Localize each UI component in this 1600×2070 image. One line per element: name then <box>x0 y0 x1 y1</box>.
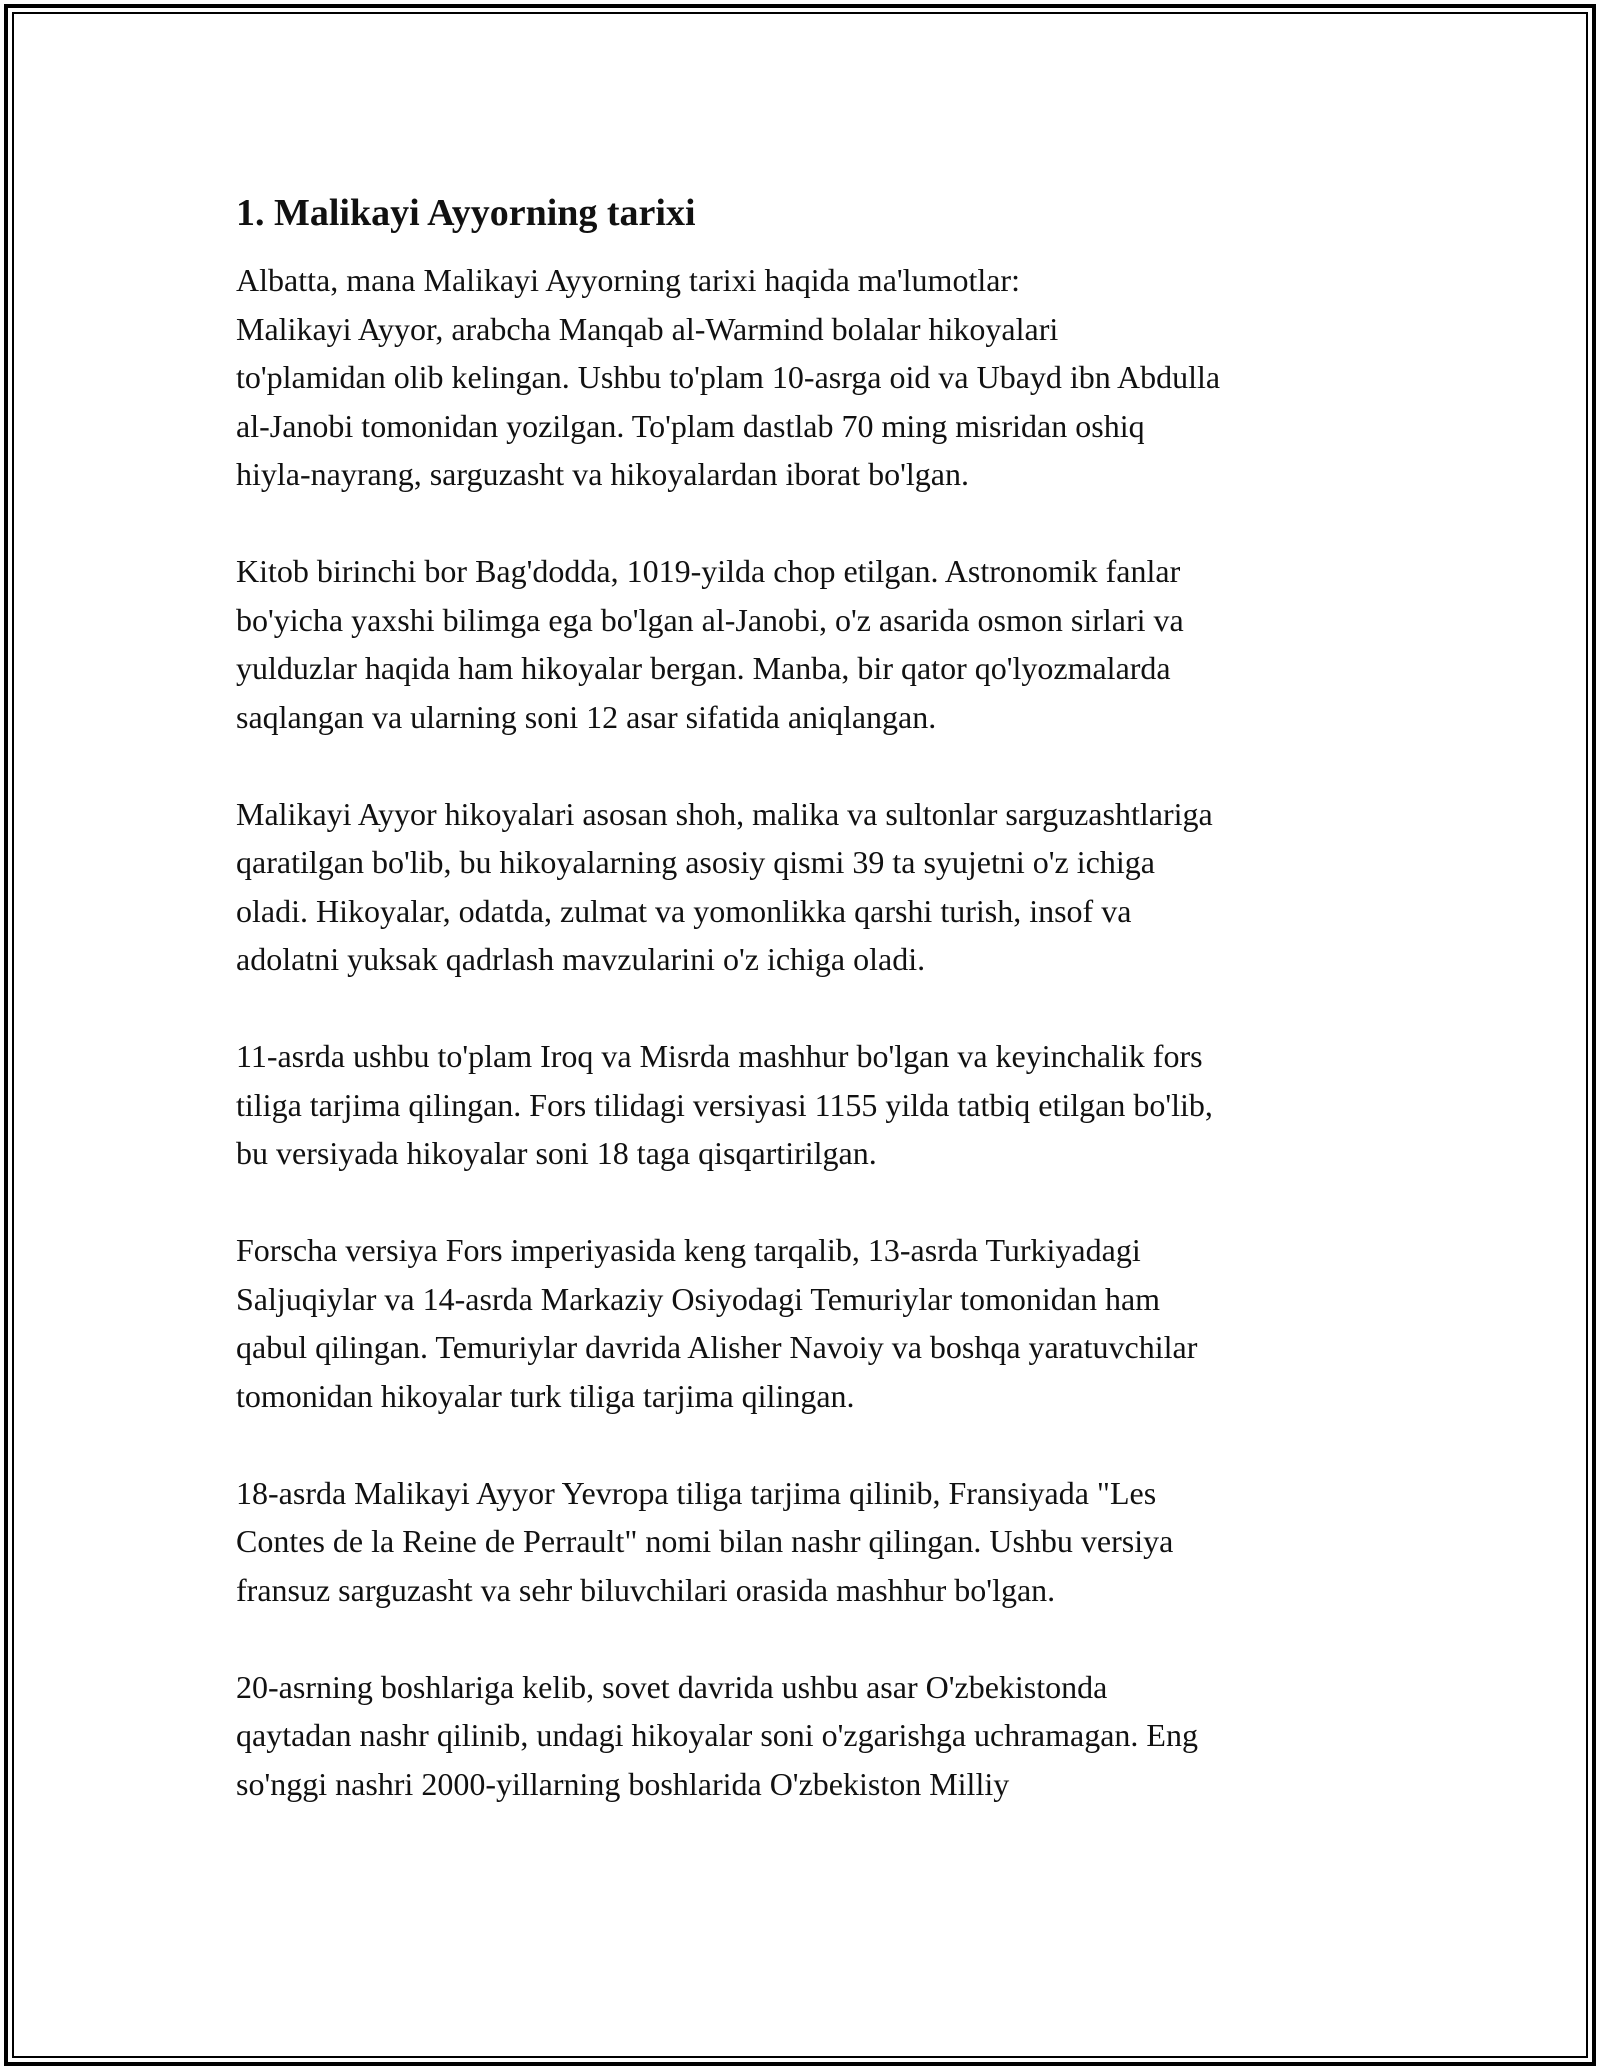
paragraph-line: adolatni yuksak qadrlash mavzularini o'z ichiga oladi. <box>236 941 926 977</box>
paragraph-line: saqlangan va ularning soni 12 asar sifatida aniqlangan. <box>236 698 937 735</box>
paragraph-line: so'nggi nashri 2000-yillarning boshlarida O'zbekiston Milliy <box>236 1765 1010 1802</box>
intro-paragraph: Albatta, mana Malikayi Ayyorning tarixi haqida ma'lumotlar: <box>236 262 1020 298</box>
paragraph-line: hiyla-nayrang, sarguzasht va hikoyalardan iborat bo'lgan. <box>236 456 969 492</box>
paragraph-line: Saljuqiylar va 14-asrda Markaziy Osiyodagi Temuriylar tomonidan ham <box>236 1280 1161 1317</box>
paragraph-line: bo'yicha yaxshi bilimga ega bo'lgan al-Janobi, o'z asarida osmon sirlari va <box>236 601 1184 638</box>
body-paragraph <box>236 1663 1366 1809</box>
paragraph-line: Malikayi Ayyor, arabcha Manqab al-Warmind bolalar hikoyalari <box>236 310 1059 347</box>
body-paragraph <box>236 1226 1366 1420</box>
paragraph-line: al-Janobi tomonidan yozilgan. To'plam dastlab 70 ming misridan oshiq <box>236 407 1145 444</box>
paragraph-line: bu versiyada hikoyalar soni 18 taga qisqartirilgan. <box>236 1135 877 1171</box>
paragraph-line: 18-asrda Malikayi Ayyor Yevropa tiliga tarjima qilinib, Fransiyada "Les <box>236 1474 1157 1511</box>
paragraph-line: Malikayi Ayyor hikoyalari asosan shoh, malika va sultonlar sarguzashtlariga <box>236 795 1213 832</box>
paragraph-line: qabul qilingan. Temuriylar davrida Alisher Navoiy va boshqa yaratuvchilar <box>236 1329 1198 1365</box>
body-paragraph <box>236 547 1366 741</box>
paragraph-line: tiliga tarjima qilingan. Fors tilidagi versiyasi 1155 yilda tatbiq etilgan bo'lib, <box>236 1086 1213 1123</box>
paragraph-line: oladi. Hikoyalar, odatda, zulmat va yomonlikka qarshi turish, insof va <box>236 892 1132 929</box>
page-title: 1. Malikayi Ayyorning tarixi <box>236 192 696 234</box>
paragraph-line: yulduzlar haqida ham hikoyalar bergan. Manba, bir qator qo'lyozmalarda <box>236 650 1171 686</box>
paragraph-line: qaytadan nashr qilinib, undagi hikoyalar soni o'zgarishga uchramagan. Eng <box>236 1717 1198 1753</box>
paragraph-line: Kitob birinchi bor Bag'dodda, 1019-yilda chop etilgan. Astronomik fanlar <box>236 553 1181 589</box>
paragraph-line: qaratilgan bo'lib, bu hikoyalarning asosiy qismi 39 ta syujetni o'z ichiga <box>236 844 1155 880</box>
body-paragraph <box>236 790 1366 984</box>
paragraph-line: 11-asrda ushbu to'plam Iroq va Misrda mashhur bo'lgan va keyinchalik fors <box>236 1038 1203 1074</box>
paragraph-line: tomonidan hikoyalar turk tiliga tarjima qilingan. <box>236 1377 855 1414</box>
paragraph-line: to'plamidan olib kelingan. Ushbu to'plam 10-asrga oid va Ubayd ibn Abdulla <box>236 359 1221 395</box>
paragraph-list <box>236 305 1366 1809</box>
paragraph-line: 20-asrning boshlariga kelib, sovet davrida ushbu asar O'zbekistonda <box>236 1668 1108 1705</box>
paragraph-line: Contes de la Reine de Perrault" nomi bilan nashr qilingan. Ushbu versiya <box>236 1523 1174 1559</box>
paragraph-line: Forscha versiya Fors imperiyasida keng tarqalib, 13-asrda Turkiyadagi <box>236 1232 1141 1268</box>
body-paragraph <box>236 305 1366 499</box>
paragraph-line: fransuz sarguzasht va sehr biluvchilari orasida mashhur bo'lgan. <box>236 1571 1056 1608</box>
body-paragraph <box>236 1469 1366 1615</box>
document-body <box>236 188 1366 1808</box>
body-paragraph <box>236 1032 1366 1178</box>
